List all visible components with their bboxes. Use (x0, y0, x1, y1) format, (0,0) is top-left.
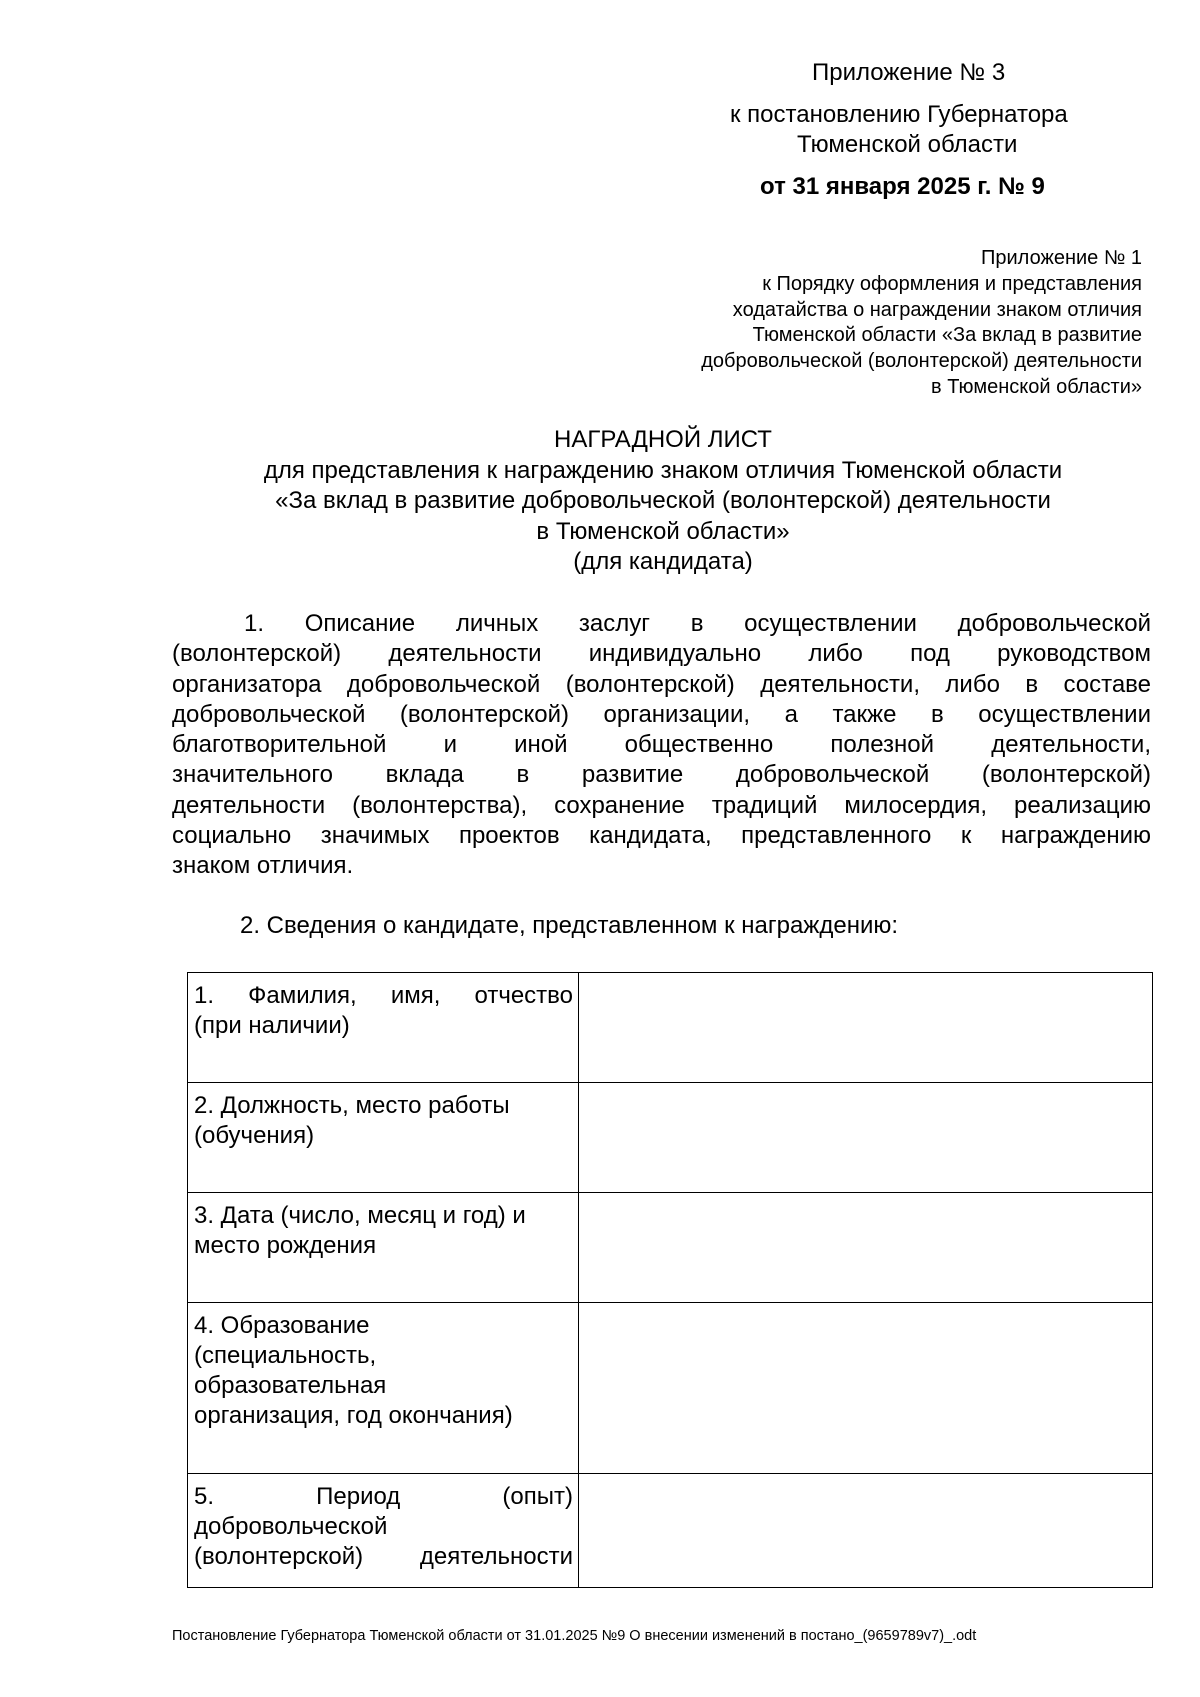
table-row (188, 973, 1153, 1083)
row-value-volunteer-period[interactable] (579, 1474, 1153, 1588)
sub-appendix-line: к Порядку оформления и представления (762, 272, 1142, 295)
table-row (188, 1083, 1153, 1193)
resolution-line-2: Тюменской области (797, 131, 1018, 158)
row-label-full-name (188, 973, 579, 1083)
section-2-heading: 2. Сведения о кандидате, представленном к награждению: (240, 912, 899, 939)
sub-appendix-line: ходатайства о награждении знаком отличия (732, 298, 1142, 321)
label-line: организация, год окончания) (194, 1402, 513, 1429)
row-value-birth[interactable] (579, 1193, 1153, 1303)
sub-appendix-block (582, 246, 1142, 401)
candidate-info-table (187, 972, 1153, 1588)
label-line: 2. Должность, место работы (194, 1092, 510, 1119)
label-line: образовательная (194, 1372, 387, 1399)
resolution-line-1: к постановлению Губернатора (730, 101, 1068, 128)
appendix-label: Приложение № 3 (812, 59, 1006, 86)
row-label-education (188, 1303, 579, 1474)
label-line: 1. Фамилия, имя, отчество (194, 982, 573, 1009)
paragraph-line: знаком отличия. (172, 852, 354, 880)
label-line: 4. Образование (194, 1312, 370, 1339)
table-row (188, 1193, 1153, 1303)
paragraph-line: благотворительной и иной общественно полезной деятельности, (172, 731, 1151, 759)
label-line: (обучения) (194, 1122, 315, 1149)
label-line: 3. Дата (число, месяц и год) и (194, 1202, 526, 1229)
row-label-birth (188, 1193, 579, 1303)
row-value-education[interactable] (579, 1303, 1153, 1474)
label-line: добровольческой (194, 1513, 388, 1540)
document-footer: Постановление Губернатора Тюменской области от 31.01.2025 №9 О внесении изменений в постано_(9659789v7)_.odt (172, 1628, 977, 1644)
sub-appendix-line: в Тюменской области» (931, 375, 1142, 398)
table-row (188, 1474, 1153, 1588)
sub-appendix-line: Приложение № 1 (981, 247, 1142, 269)
section-1-paragraph (172, 609, 1151, 882)
paragraph-line: организатора добровольческой (волонтерской) деятельности, либо в составе (172, 670, 1151, 698)
row-label-position (188, 1083, 579, 1193)
resolution-date-number: от 31 января 2025 г. № 9 (760, 173, 1045, 200)
row-label-volunteer-period (188, 1474, 579, 1588)
paragraph-line: добровольческой (волонтерской) организации, а также в осуществлении (172, 700, 1151, 728)
table-row (188, 1303, 1153, 1474)
title-main: НАГРАДНОЙ ЛИСТ (554, 426, 772, 453)
title-line: в Тюменской области» (536, 517, 790, 545)
sub-appendix-line: Тюменской области «За вклад в развитие (752, 324, 1142, 347)
title-line: для представления к награждению знаком отличия Тюменской области (263, 456, 1063, 484)
paragraph-line: социально значимых проектов кандидата, представленного к награждению (172, 822, 1151, 850)
label-line: (специальность, (194, 1342, 377, 1369)
document-title (0, 425, 1200, 578)
row-value-position[interactable] (579, 1083, 1153, 1193)
label-line: место рождения (194, 1232, 377, 1259)
label-line: 5. Период (опыт) (194, 1483, 573, 1510)
paragraph-line: деятельности (волонтерства), сохранение традиций милосердия, реализацию (172, 791, 1151, 819)
title-line: «За вклад в развитие добровольческой (волонтерской) деятельности (275, 487, 1051, 514)
title-line: (для кандидата) (573, 548, 753, 575)
row-value-full-name[interactable] (579, 973, 1153, 1083)
label-line: (волонтерской) деятельности (194, 1543, 573, 1570)
label-line: (при наличии) (194, 1012, 350, 1039)
sub-appendix-line: добровольческой (волонтерской) деятельности (701, 350, 1142, 373)
paragraph-line: 1. Описание личных заслуг в осуществлении добровольческой (244, 610, 1151, 637)
paragraph-line: значительного вклада в развитие добровольческой (волонтерской) (172, 761, 1151, 789)
paragraph-line: (волонтерской) деятельности индивидуально либо под руководством (172, 640, 1151, 668)
